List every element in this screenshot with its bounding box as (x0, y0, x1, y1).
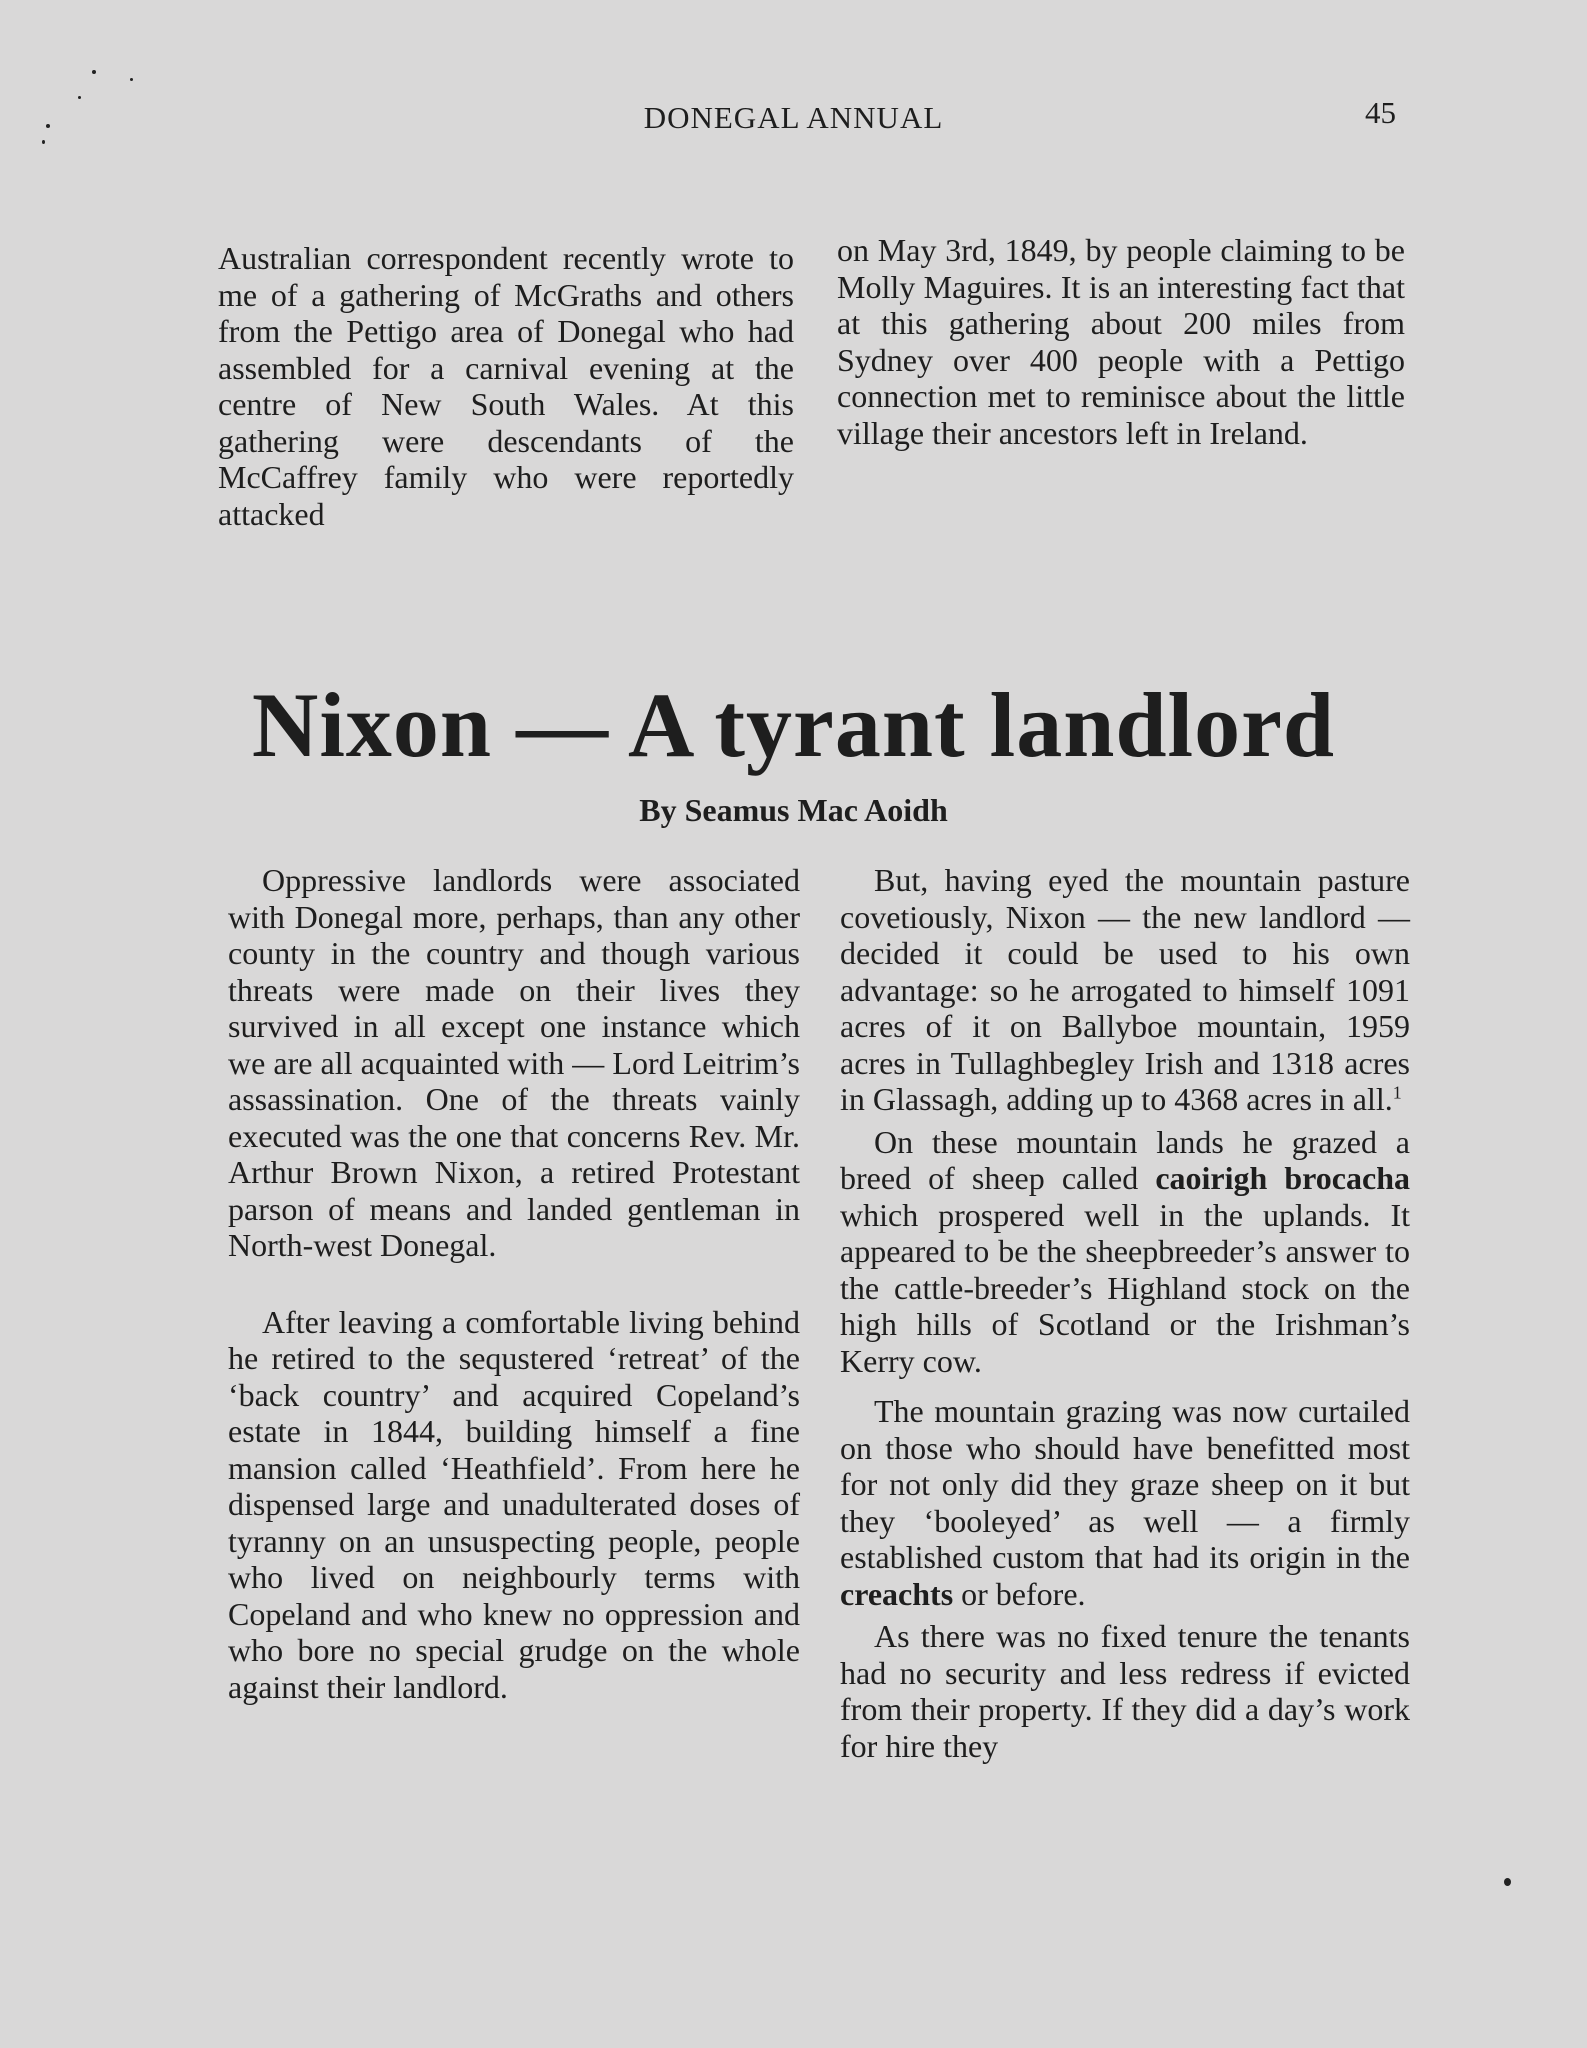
paragraph: After leaving a comfortable living behind he retired to the sequstered ‘retreat’ of the ‘back country’ and acquired Copeland’s estate in 1844, building himself a fine mansion called ‘Heathfield’. From here he dispensed large and unadulterated doses of tyranny on an unsuspecting people, people who lived on neighbourly terms with Copeland and who knew no oppression and who bore no special grudge on the whole against their landlord. (228, 1303, 800, 1705)
paragraph: Australian correspondent recently wrote to me of a gathering of McGraths and others from the Pettigo area of Donegal who had assembled for a carnival evening at the centre of New South Wales. At this gathering were descendants of the McCaffrey family who were reportedly attacked (218, 240, 794, 532)
scan-speck (1504, 1878, 1511, 1886)
page-number: 45 (1365, 95, 1396, 130)
article-left-column (228, 862, 800, 1705)
paragraph (840, 1393, 1410, 1612)
paragraph-text: which prospered well in the uplands. It appeared to be the sheepbreeder’s answer to the cattle-breeder’s Highland stock on the high hills of Scotland or the Irishman’s Kerry cow. (840, 1196, 1410, 1379)
paragraph-text: The mountain grazing was now curtailed on those who should have benefitted most for not only did they graze sheep on it but they ‘booleyed’ as well — a firmly established custom that had its origin in the (840, 1393, 1410, 1575)
paragraph-text: But, having eyed the mountain pasture covetiously, Nixon — the new landlord — decided it could be used to his own advantage: so he arrogated to himself 1091 acres of it on Ballyboe mountain, 1959 acres in Tullaghbegley Irish and 1318 acres in Glassagh, adding up to 4368 acres in all. (840, 862, 1410, 1117)
running-title: DONEGAL ANNUAL (643, 100, 944, 135)
scan-speck (42, 140, 45, 144)
irish-term: creachts (840, 1575, 954, 1612)
scan-speck (130, 78, 133, 81)
paragraph (840, 1124, 1410, 1380)
article-right-column (840, 862, 1410, 1764)
previous-article-left-column (218, 240, 794, 532)
paragraph (840, 862, 1410, 1118)
paragraph: on May 3rd, 1849, by people claiming to be Molly Maguires. It is an interesting fact that at this gathering about 200 miles from Sydney over 400 people with a Pettigo connection met to reminisce about the little village their ancestors left in Ireland. (837, 232, 1405, 451)
article-byline: By Seamus Mac Aoidh (639, 792, 948, 828)
paragraph-text: or before. (953, 1575, 1086, 1612)
paragraph: Oppressive landlords were associated with Donegal more, perhaps, than any other county in the country and though various threats were made on their lives they survived in all except one instance which we are all acquainted with — Lord Leitrim’s assassination. One of the threats vainly executed was the one that concerns Rev. Mr. Arthur Brown Nixon, a retired Protestant parson of means and landed gentleman in North-west Donegal. (228, 862, 800, 1263)
scan-speck (92, 70, 96, 74)
previous-article-right-column (837, 232, 1405, 451)
article-title: Nixon — A tyrant landlord (251, 674, 1336, 776)
paragraph: As there was no fixed tenure the tenants had no security and less redress if evicted from their property. If they did a day’s work for hire they (840, 1618, 1410, 1764)
paragraph-text: On these mountain lands he grazed a breed of sheep called (840, 1123, 1410, 1196)
scan-speck (78, 96, 81, 99)
footnote-marker: 1 (1392, 1082, 1402, 1103)
irish-term: caoirigh brocacha (1155, 1160, 1411, 1196)
